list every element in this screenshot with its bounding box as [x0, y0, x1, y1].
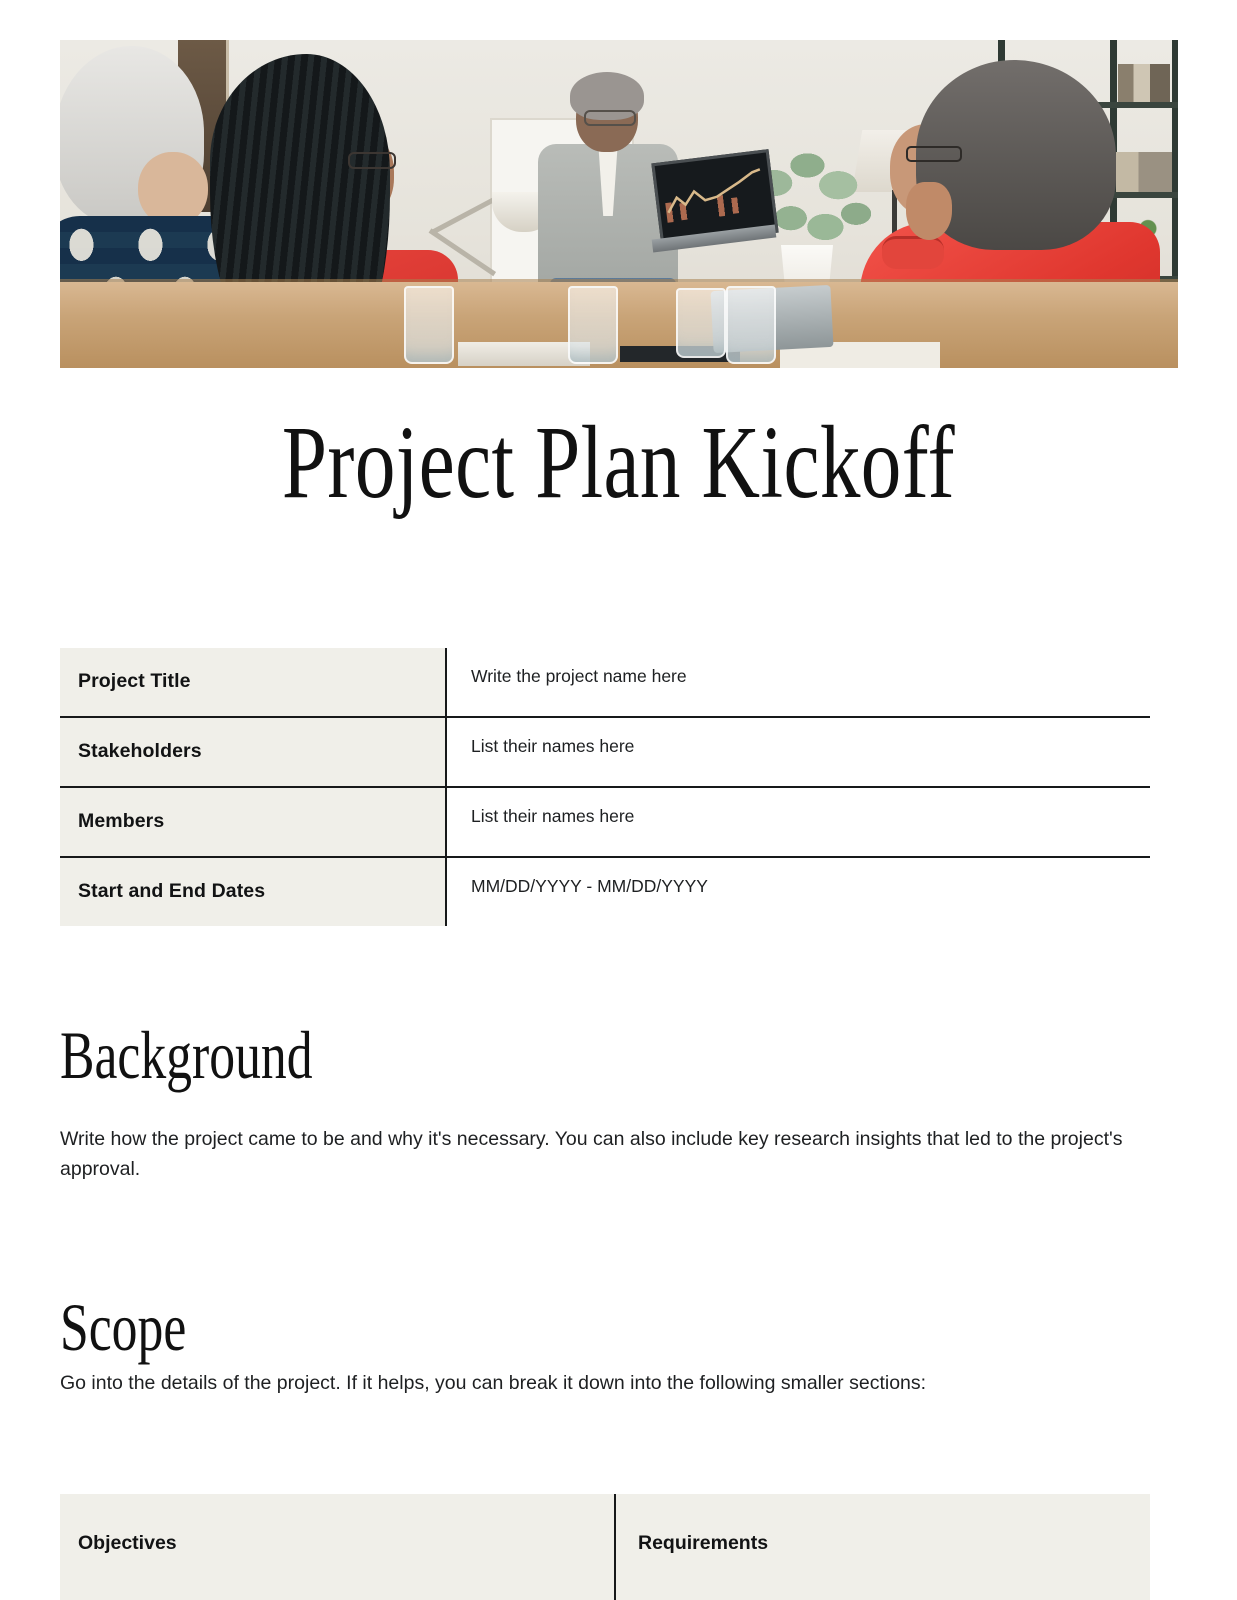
presenter-glasses: [584, 110, 636, 126]
water-glass: [404, 286, 454, 364]
hero-image: [60, 40, 1178, 368]
attendee-right-glasses: [906, 146, 962, 162]
row-value-members[interactable]: List their names here: [447, 788, 1150, 856]
attendee-right-hand: [906, 182, 952, 240]
attendee-left-face: [138, 152, 208, 226]
water-glass: [726, 286, 776, 364]
row-value-project-title[interactable]: Write the project name here: [447, 648, 1150, 716]
meeting-photo: [60, 40, 1178, 368]
section-heading-background: Background: [60, 1017, 313, 1093]
books-on-shelf: [1118, 64, 1170, 102]
water-glass: [568, 286, 618, 364]
table-row: [60, 786, 1150, 856]
scope-column-header-requirements: Requirements: [638, 1532, 769, 1554]
table-row: [60, 648, 1150, 716]
section-body-background: Write how the project came to be and why it's necessary. You can also include key research insights that led to the project's approval.: [60, 1128, 1123, 1181]
section-heading-scope: Scope: [60, 1289, 187, 1365]
page-title: Project Plan Kickoff: [281, 405, 956, 520]
water-glass: [676, 288, 726, 358]
scope-column-header-objectives: Objectives: [60, 1494, 616, 1600]
table-row: [60, 716, 1150, 786]
project-info-table: [60, 648, 1150, 926]
table-row: [60, 856, 1150, 926]
row-label-start-end-dates: Start and End Dates: [60, 858, 447, 926]
section-body-scope: Go into the details of the project. If it helps, you can break it down into the following smaller sections:: [60, 1372, 927, 1394]
books-on-shelf: [1116, 152, 1172, 192]
row-value-start-end-dates[interactable]: MM/DD/YYYY - MM/DD/YYYY: [447, 858, 1150, 926]
attendee-braids-glasses: [348, 152, 396, 169]
scope-breakdown-table: [60, 1494, 1150, 1600]
row-label-project-title: Project Title: [60, 648, 447, 716]
attendee-right-cuff: [882, 236, 944, 269]
conference-table: [60, 282, 1178, 368]
row-label-stakeholders: Stakeholders: [60, 718, 447, 786]
row-label-members: Members: [60, 788, 447, 856]
row-value-stakeholders[interactable]: List their names here: [447, 718, 1150, 786]
